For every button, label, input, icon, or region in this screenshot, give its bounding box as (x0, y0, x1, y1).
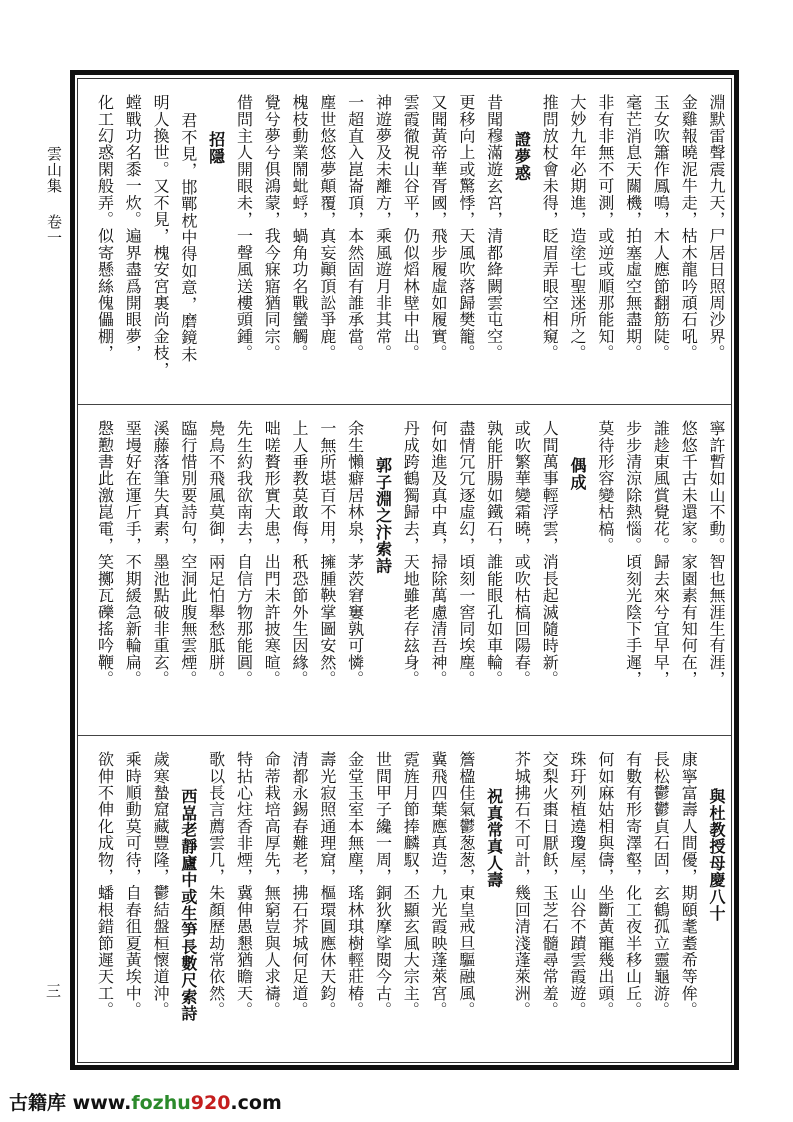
text-column: 雲霞徹視山谷平，仍似熖林壁中出。 (401, 94, 421, 362)
text-column: 誰趁東風賞覺花。歸去來兮宜早早， (651, 420, 671, 688)
volume-label: 卷一 (45, 213, 63, 246)
text-column: 命蒂栽培高厚先，無窮豈與人求禱。 (262, 751, 282, 1019)
text-column: 世間甲子纔一周，銅狄摩挲閱今古。 (373, 751, 393, 1019)
text-column: 君不見，邯鄲枕中得如意，磨鏡未 (178, 112, 198, 363)
text-column: 清都永錫春難老，拂石芥城何足道。 (290, 751, 310, 1019)
text-column: 鳧鳥不飛風莫御，兩足怕舉愁胝胼。 (206, 420, 226, 688)
text-column: 余生懶癖居林泉，茅茨窘窶孰可憐。 (345, 420, 365, 688)
url-prefix: www. (72, 1092, 132, 1114)
text-column: 淵默雷聲震九天，尸居日照周沙界。 (707, 94, 726, 362)
text-column: 乘時順動莫可待，自春徂夏黃埃中。 (123, 751, 143, 1019)
text-column: 慇懃書此激崑電，笑擲瓦礫搖吟鞭。 (95, 420, 115, 688)
text-area (77, 78, 732, 1063)
page-number: 三 (46, 982, 62, 1000)
text-column: 長松鬱鬱貞石固，玄鶴孤立靈龜游。 (651, 751, 671, 1019)
text-column: 有數有形寄澤壑，化工夜半移山丘。 (623, 751, 643, 1019)
poem-title: 祝真常真人壽 (484, 788, 504, 889)
watermark-footer (9, 1088, 282, 1115)
text-column: 壽光寂照通理窟，樞環圓應休天鈞。 (317, 751, 337, 1019)
text-column: 溪藤落筆失真素，墨池點破非重玄。 (151, 420, 171, 688)
band-bottom (78, 735, 731, 1062)
band-top (78, 79, 731, 403)
text-column: 人間萬事輕浮雲，消長起滅隨時新。 (540, 420, 560, 688)
text-column: 堊墁好在運斤手，不期緩急新輪扁。 (123, 420, 143, 688)
text-column: 霓旌月節捧麟馭，丕顯玄風大宗主。 (401, 751, 421, 1019)
text-column: 大妙九年必期進，造塗七聖迷所之。 (568, 94, 588, 362)
text-column: 珠玗列植遶瓊屋，山谷不蹟雲霞遊。 (568, 751, 588, 1019)
text-column: 上人垂教莫敢侮，秖恐節外生因緣。 (290, 420, 310, 688)
text-column: 金雞報曉泥牛走，枯木龍吟頑石吼。 (679, 94, 699, 362)
site-url[interactable] (73, 1092, 282, 1114)
text-column: 螳戰功名黍一炊。遍界盡爲開眼夢， (123, 94, 143, 362)
text-column: 推問放杖會未得，眨眉弄眼空相窺。 (540, 94, 560, 362)
text-column: 何如麻姑相與儔，坐斷黃寵幾出頭。 (595, 751, 615, 1019)
page-frame (70, 70, 739, 1070)
text-column: 簷楹佳氣鬱葱葱，東皇戒旦驅融風。 (456, 751, 476, 1019)
text-column: 一無所堪百不用，擁腫鞅掌圖安然。 (317, 420, 337, 688)
text-column: 先生約我欲南去，自信方物那能圓。 (234, 420, 254, 688)
text-column: 孰能肝腸如鐵石，誰能眼孔如車輪。 (484, 420, 504, 688)
text-column: 咄嗟贅形實大患，出門未許披寒暄。 (262, 420, 282, 688)
text-column: 毫芒消息天關機，拍塞虛空無盡期。 (623, 94, 643, 362)
band-middle (78, 404, 731, 734)
text-column: 又聞黃帝華胥國，飛步履虛如履實。 (429, 94, 449, 362)
poem-title: 招隱 (206, 131, 226, 165)
text-column: 非有非無不可測，或逆或順那能知。 (595, 94, 615, 362)
url-red-part: 920 (190, 1092, 231, 1114)
text-column: 昔聞穆滿遊玄宮，清都絳闕雲屯空。 (484, 94, 504, 362)
text-column: 盡情冗冗逐虛幻，頃刻一窖同埃塵。 (456, 420, 476, 688)
text-column: 更移向上或驚悸，天風吹落歸樊籠。 (456, 94, 476, 362)
text-column: 化工幻惑閑般弄。似寄懸絲傀儡棚， (95, 94, 115, 362)
poem-title: 與杜教授母慶八十 (707, 788, 726, 922)
text-column: 臨行惜別要詩句，空洞此腹無雲煙。 (178, 420, 198, 688)
text-column: 丹成跨鶴獨歸去，天地雖老存玆身。 (401, 420, 421, 688)
text-column: 玉女吹簫作鳳鳴，木人應節翻筋陡。 (651, 94, 671, 362)
text-column: 歌以長言薦雲几，朱顏歷劫常依然。 (206, 751, 226, 1019)
url-suffix: .com (230, 1092, 282, 1114)
site-name: 古籍库 (9, 1092, 67, 1114)
text-column: 欲伸不伸化成物，蟠根錯節遲天工。 (95, 751, 115, 1019)
text-column: 何如進及真中真，掃除萬慮清吾神。 (429, 420, 449, 688)
poem-title: 郭子淵之汴索詩 (373, 457, 393, 574)
text-column: 神遊夢及未離方，乘風遊月非其常。 (373, 94, 393, 362)
text-column: 特拈心炷香非煙，冀伸愚懇猶瞻天。 (234, 751, 254, 1019)
text-column: 歲寒蟄窟藏豐隆，鬱結盤桓懷道沖。 (151, 751, 171, 1019)
text-column: 康寧富壽人間優，期頤耄耋希等侔。 (679, 751, 699, 1019)
text-column: 交梨火棗日厭飫，玉芝石髓尋常羞。 (540, 751, 560, 1019)
text-column: 金堂玉室本無塵，瑤林琪樹輕莊椿。 (345, 751, 365, 1019)
text-column: 借問主人開眼未，一聲風送樓頭鍾。 (234, 94, 254, 362)
text-column: 一超直入崑崙頂，本然固有誰承當。 (345, 94, 365, 362)
text-column: 覺兮夢兮俱鴻蒙，我今寐寤猶同宗。 (262, 94, 282, 362)
text-column: 明人換世。又不見，槐安宮裏尚金枝， (151, 94, 171, 378)
text-column: 莫待形容變枯槁。 (595, 420, 615, 554)
text-column: 塵世悠悠夢顛覆，真妄顚頂訟爭鹿。 (317, 94, 337, 362)
poem-title: 偶成 (568, 457, 588, 491)
book-title: 雲山集 (45, 146, 63, 194)
text-column: 步步清涼除熱惱。頃刻光陰下手遲， (623, 420, 643, 688)
text-column: 或吹繁華變霜曉，或吹枯槁回陽春。 (512, 420, 532, 688)
url-green-part: fozhu (131, 1092, 191, 1114)
text-column: 冀飛四葉應真造，九光霞映蓬萊宮。 (429, 751, 449, 1019)
poem-title: 西嵓老靜廬中或生笋長數尺索詩 (178, 788, 198, 1022)
text-column: 槐枝動業鬧蚍蜉，蝸角功名戰蠻觸。 (290, 94, 310, 362)
running-head (44, 146, 64, 246)
text-column: 芥城拂石不可計，幾回清淺蓬萊洲。 (512, 751, 532, 1019)
text-column: 悠悠千古未還家。家園素有知何在， (679, 420, 699, 688)
poem-title: 證夢惑 (512, 131, 532, 182)
text-column: 寧許暫如山不動。智也無涯生有涯， (707, 420, 726, 688)
